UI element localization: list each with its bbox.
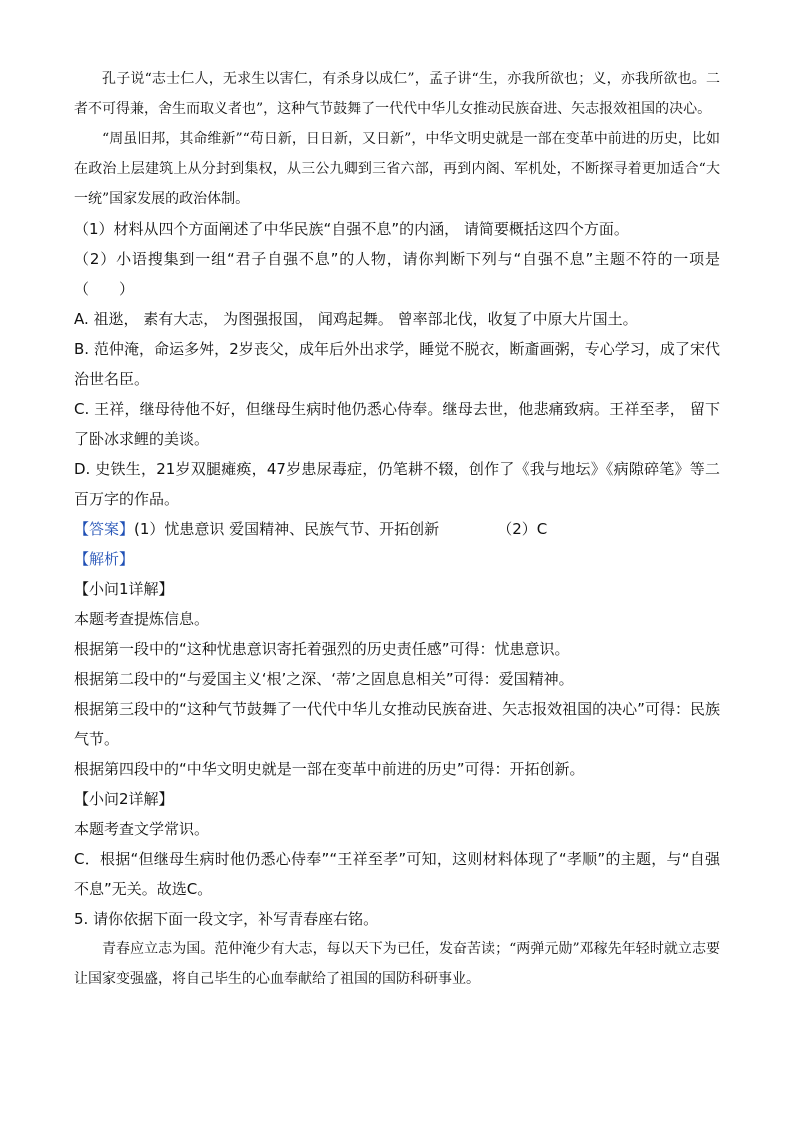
material-paragraph-2: “周虽旧邦，其命维新”“苟日新，日日新，又日新”，中华文明史就是一部在变革中前进的历史，比如在政治上层建筑上从分封到集权，从三公九卿到三省六部，再到内阁、军机处，不断探寻着更加适合“大一统”国家发展的政治体制。 [74, 131, 720, 207]
answer-line [74, 514, 720, 544]
option-a: A. 祖逖， 素有大志， 为图强报国， 闻鸡起舞。 曾率部北伐，收复了中原大片国土。 [74, 310, 638, 328]
sub-question-2-title: 【小问2详解】 [74, 790, 174, 808]
analysis-1-line-2: 根据第一段中的“这种忧患意识寄托着强烈的历史责任感”可得：忧患意识。 [74, 640, 570, 658]
question-1: （1）材料从四个方面阐述了中华民族“自强不息”的内涵， 请简要概括这四个方面。 [74, 220, 629, 238]
option-b: B. 范仲淹，命运多舛，2岁丧父，成年后外出求学，睡觉不脱衣，断齑画粥，专心学习，成了宋代治世名臣。 [74, 340, 720, 388]
answer-part-2: （2）C [497, 520, 548, 538]
analysis-label: 【解析】 [74, 550, 135, 568]
analysis-2-line-1: 本题考查文学常识。 [74, 820, 210, 838]
analysis-1-line-3: 根据第二段中的“与爱国主义‘根’之深、‘蒂’之固息息相关”可得：爱国精神。 [74, 670, 574, 688]
analysis-1-line-5: 根据第四段中的“中华文明史就是一部在变革中前进的历史”可得：开拓创新。 [74, 760, 585, 778]
sub-question-1-title: 【小问1详解】 [74, 580, 174, 598]
analysis-1-line-1: 本题考查提炼信息。 [74, 610, 210, 628]
material-paragraph-1: 孔子说“志士仁人，无求生以害仁，有杀身以成仁”，孟子讲“生，亦我所欲也；义，亦我所欲也。二者不可得兼，舍生而取义者也”，这种气节鼓舞了一代代中华儿女推动民族奋进、矢志报效祖国的决心。 [74, 71, 720, 117]
analysis-1-line-4: 根据第三段中的“这种气节鼓舞了一代代中华儿女推动民族奋进、矢志报效祖国的决心”可得：民族气节。 [74, 700, 720, 748]
answer-part-1: (1）忧患意识 爱国精神、民族气节、开拓创新 [134, 520, 440, 538]
option-c: C. 王祥，继母待他不好，但继母生病时他仍悉心侍奉。继母去世，他悲痛致病。王祥至孝， 留下了卧冰求鲤的美谈。 [74, 400, 720, 448]
question-5-material: 青春应立志为国。范仲淹少有大志，每以天下为已任，发奋苦读；“两弹元勋”邓稼先年轻时就立志要让国家变强盛，将自己毕生的心血奉献给了祖国的国防科研事业。 [74, 941, 720, 987]
question-2: （2）小语搜集到一组“君子自强不息”的人物，请你判断下列与“自强不息”主题不符的一项是（ ） [74, 250, 720, 298]
analysis-2-line-2: C．根据“但继母生病时他仍悉心侍奉”“王祥至孝”可知，这则材料体现了“孝顺”的主题，与“自强不息”无关。故选C。 [74, 850, 720, 898]
option-d: D. 史铁生，21岁双腿瘫痪，47岁患尿毒症，仍笔耕不辍，创作了《我与地坛》《病隙碎笔》等二百万字的作品。 [74, 460, 720, 508]
question-5-stem: 5. 请你依据下面一段文字，补写青春座右铭。 [74, 910, 379, 928]
answer-label: 【答案】 [74, 520, 135, 538]
